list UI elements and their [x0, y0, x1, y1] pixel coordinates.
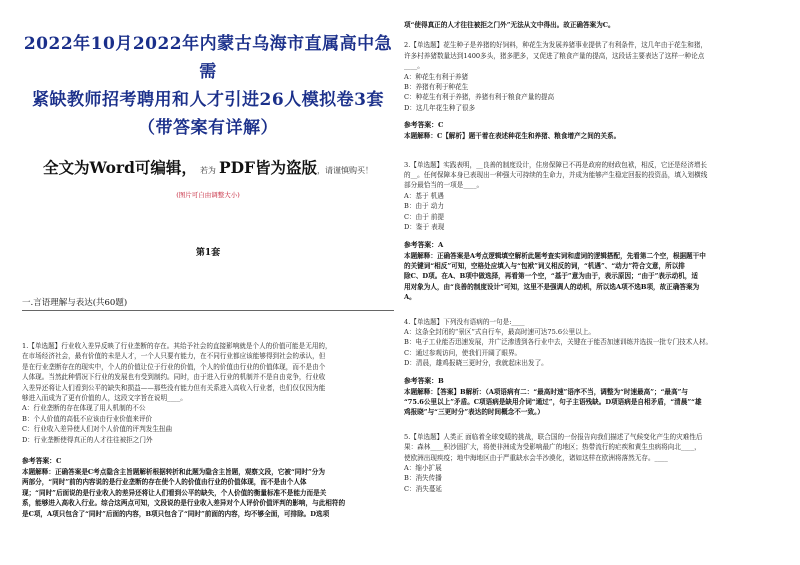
title-line-3: （带答案有详解） — [138, 118, 278, 138]
q3-option-d: D：鉴于 表现 — [404, 223, 445, 232]
q1-options — [22, 403, 394, 445]
q4-option-b: B：电子工业能否迅速发展，并广泛渗透到各行业中去，关键在于能否加速训练并选拔一批专门技术人材。 — [404, 338, 713, 347]
buy-genuine-text: ，请谨慎购买！ — [317, 166, 374, 175]
q2-option-d: D：这几年花生种了很多 — [404, 103, 476, 112]
q2-option-c: C：种花生有利于养猪，养猪有利于粮食产量的提高 — [404, 93, 555, 102]
q5-line: 使欧洲出现疾疫；地中海地区由于严重缺水会半沙漠化，诸如这样在欧洲将落然无存。____ — [404, 453, 668, 462]
title-line-1: 2022年10月2022年内蒙古乌海市直属高中急需 — [23, 34, 393, 82]
q1-option-b: B：个人价值的高低不应该由行业价值来评价 — [22, 414, 153, 423]
q5-line: 果：森林____积沙固扩大，将使非洲成为受影响最广的地区；热带流行的疟疾和黄生虫病将向北____， — [404, 443, 701, 452]
q2-line: 2.【单选题】花生种子是养猪的好饲料，种花生为发展养猪事业提供了有利条件，这几年由于花生和猪， — [404, 41, 708, 50]
explanation-line: 现；“同时”后面说的是行业收入的差异还将让人们看到公平的缺失，个人价值的衡量标准不是能力而是关 — [22, 488, 327, 497]
explanation-line: 项“使得真正的人才往往被拒之门外”无法从文中得出。故正确答案为C。 — [404, 21, 615, 29]
explanation-line: 两部分，“同时”前的内容说的是行业垄断的存在使个人的价值由行业的价值体现，而不是由个人体 — [22, 478, 307, 487]
explanation-line: 除C、D项。在A、B项中做选择，再看第一个空，“基于”意为由于，表示原因；“由于”表示动机，适 — [404, 272, 698, 281]
explanation-line: 本题解释：正确答案是A考点逻辑填空解析此题考查实词和虚词的逻辑搭配，先看第二个空，根据题干中 — [404, 251, 706, 260]
q1-line: 是在行业垄断存在的现实中，个人的价值让位于行业的价值，个人的价值由行业的价值体现，而不是由个 — [22, 362, 326, 371]
q1-line: 够进入而成为了更有价值的人，这段文字旨在说明____。 — [22, 394, 187, 403]
question-2 — [404, 40, 790, 71]
left-column — [22, 30, 394, 519]
q3-option-c: C：由于 前提 — [404, 212, 445, 221]
q1-line: 在市场经济社会，最有价值的未是人才，一个人只要有能力，在不同行业都应该能够得到社会的承认，但 — [22, 352, 326, 361]
q4-option-a: A：这条全封闭的“景区”式自行车，最高时速可达75.6公里以上。 — [404, 327, 596, 336]
question-1 — [22, 341, 394, 403]
q5-option-c: C：消失蔓延 — [404, 484, 443, 493]
document-title — [22, 30, 394, 142]
explanation-line: 本题解释：正确答案是C考点隐含主旨题解析根据转折和此题为隐含主旨题，观察文段，它被“同时”分为 — [22, 468, 325, 477]
question-4 — [404, 317, 790, 327]
q2-options — [404, 72, 790, 114]
q3-options — [404, 191, 790, 233]
q3-line: 3.【单选题】实践表明，__良善的制度设计，住房保障已不再是政府的财政包袱，相反，它还是经济增长 — [404, 160, 708, 169]
q3-option-a: A：基于 机遇 — [404, 191, 444, 200]
q2-explanation — [404, 131, 790, 141]
q1-line: 入差异还将让人们看到公平的缺失和损益——那些没有能力但有关系进入高收入行业者，也们仅仅因为能 — [22, 383, 326, 392]
explanation-line: 的关键词“相反”可知，空格处应填入与“包袱”词义相反的词，“机遇”、“动力”符合文意，所以排 — [404, 261, 685, 270]
explanation-line: 本题解释：【答案】B解析：（A项语病有二：“最高时速”语序不当，调整为“时速最高”；“最高”与 — [404, 387, 688, 396]
explanation-line: A。 — [404, 293, 416, 302]
section-title: 一.言语理解与表达(共60题) — [22, 298, 128, 308]
q3-line: 部分最恰当的一项是____。 — [404, 181, 484, 190]
q4-explanation — [404, 387, 790, 418]
if-pdf-text: 若为 — [199, 166, 216, 175]
q2-line: ____。 — [404, 62, 424, 71]
q3-option-b: B：由于 动力 — [404, 202, 444, 211]
q1-line: 1.【单选题】行业收入差异反映了行业垄断的存在。其给予社会的直接影响就是个人的价值可能是无用的， — [22, 342, 332, 350]
image-note: (图片可自由调整大小) — [176, 191, 240, 199]
q1-option-a: A：行业垄断的存在体现了用人机制的不公 — [22, 404, 146, 413]
q4-answer-label: 参考答案：B — [404, 376, 444, 385]
explanation-line: 鸡报晓”与“三更时分”表达的时间概念不一致。） — [404, 408, 544, 417]
question-5 — [404, 432, 790, 463]
q3-line: 的__。任何保障本身已表现出一种强大可持续的生命力，并成为能够产生稳定回报的投资品，填入划横线 — [404, 171, 708, 180]
q3-answer-label: 参考答案：A — [404, 240, 444, 249]
explanation-line: 用对象为人，由“良善的制度设计”可知，这里不是强调人的动机，所以选A项不选B项，故正确答案为 — [404, 282, 700, 291]
q5-option-a: A：缩小扩展 — [404, 464, 442, 472]
q5-options — [404, 463, 790, 494]
q1-option-c: C：行业收入差异使人们对个人价值的评判发生扭曲 — [22, 425, 173, 434]
q1-option-d: D：行业垄断使得真正的人才往往被拒之门外 — [22, 435, 153, 444]
q2-option-a: A：种花生有利于养猪 — [404, 72, 469, 81]
q4-line: 4.【单选题】下列没有语病的一句是:____ — [404, 317, 525, 326]
right-column — [404, 0, 790, 494]
word-editable-text: 全文为Word可编辑， — [42, 158, 197, 177]
q1-explanation-continued — [404, 20, 790, 30]
q5-line: 5.【单选题】人类正 面临着全球变暖的挑战，联合国的一份报告向我们描述了气候变化产生的灾难性后 — [404, 432, 703, 441]
q4-option-c: C：通过参观访问，使我们开阔了眼界。 — [404, 348, 522, 357]
set-title: 第1套 — [195, 248, 221, 258]
q4-option-d: D：清晨，雄鸡报晓三更时分，我就起床出发了。 — [404, 359, 548, 368]
explanation-line: 是C项，A项只包含了“同时”后面的内容，B项只包含了“同时”前面的内容，均不够全面，可排除。D选项 — [22, 509, 330, 518]
q1-line: 人体现。当然此种情况下行业的发展也有受到制约。同时，由于进入行业的机制并不是自由竞争，行业收 — [22, 373, 326, 382]
editable-notice — [22, 156, 394, 184]
q2-answer-label: 参考答案：C — [404, 121, 444, 130]
explanation-line: 本题解释：C【解析】题干着在表述种花生和养猪、粮食增产之间的关系。 — [404, 132, 621, 141]
explanation-line: 系，能够进入高收入行业。综合这两点可知，文段说的是行业收入差异对个人评价价值评判的影响，与此相符的 — [22, 499, 346, 508]
title-line-2: 紧缺教师招考聘用和人才引进26人模拟卷3套 — [32, 90, 384, 110]
q1-answer-label: 参考答案：C — [22, 457, 62, 466]
explanation-line: “75.6公里以上”矛盾。C项语病是缺用介词“通过”，句子主语残缺。D项语病是自相矛盾，“清晨”“雄 — [404, 397, 702, 406]
q2-line: 许多村养猪数量达到1400多头，猪多肥多，又促进了粮食产量的提高，这段话主要表达了这样一种论点 — [404, 51, 705, 60]
pdf-piracy-text: PDF皆为盗版 — [218, 158, 318, 177]
question-3 — [404, 160, 790, 191]
q1-explanation — [22, 467, 394, 519]
q2-option-b: B：养猪有利于种花生 — [404, 83, 469, 92]
q3-explanation — [404, 251, 790, 303]
q4-options — [404, 327, 790, 369]
q5-option-b: B：消失传播 — [404, 474, 442, 483]
